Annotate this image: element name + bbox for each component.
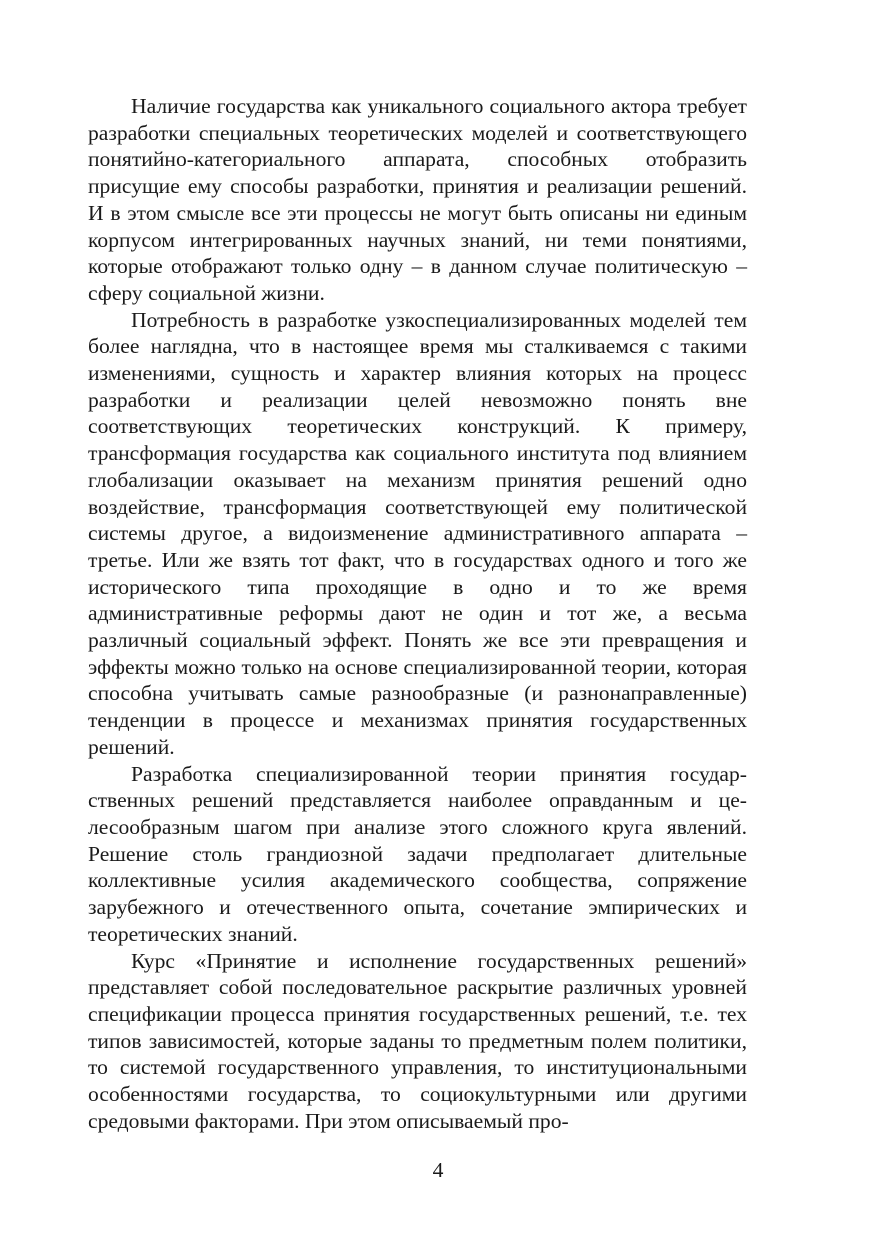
paragraph-1: Наличие государства как уникального социального актора требует разработки специальных теоретических моделей и соответствующего понятийно-категориального аппарата, способных отобразить присущие ему способы разработки, принятия и реализации решений. И в этом смысле все эти процессы не могут быть описаны ни единым корпусом интегрированных научных знаний, ни теми понятиями, которые отображают только одну – в данном случае политическую – сферу социальной жизни. (88, 94, 747, 305)
paragraph-2: Потребность в разработке узкоспециализированных моделей тем более наглядна, что в настоящее время мы сталкиваемся с такими изменениями, сущность и характер влияния которых на процесс разработки и реализации целей невозможно понять вне соответствующих теоретических конструкций. К примеру, трансформация государства как социального института под влиянием глобализации оказывает на механизм принятия решений одно воздействие, трансформация соответствующей ему политической системы другое, а видоизменение административного аппарата – третье. Или же взять тот факт, что в государствах одного и того же исторического типа проходящие в одно и то же время административные реформы дают не один и тот же, а весьма различный социальный эффект. Понять же все эти превращения и эффекты можно только на основе специализированной теории, которая способна учитывать самые разнообразные (и разнонаправленные) тенденции в процессе и механизмах принятия государственных решений. (88, 307, 747, 759)
body-text (88, 93, 747, 1134)
page-number: 4 (432, 1158, 444, 1182)
paragraph-4: Курс «Принятие и исполнение государственных решений» представляет собой последовательное раскрытие различных уровней спецификации процесса принятия государственных решений, т.е. тех типов зависимостей, которые заданы то предметным полем политики, то системой государственного управления, то институциональными особенностями государства, то социокультурными или другими средовыми факторами. При этом описываемый про- (88, 948, 747, 1133)
paragraph-3: Разработка специализированной теории принятия государственных решений представляется наиболее оправданным и целесообразным шагом при анализе этого сложного круга явлений. Решение столь грандиозной задачи предполагает длительные коллективные усилия академического сообщества, сопряжение зарубежного и отечественного опыта, сочетание эмпирических и теоретических знаний. (88, 761, 747, 946)
